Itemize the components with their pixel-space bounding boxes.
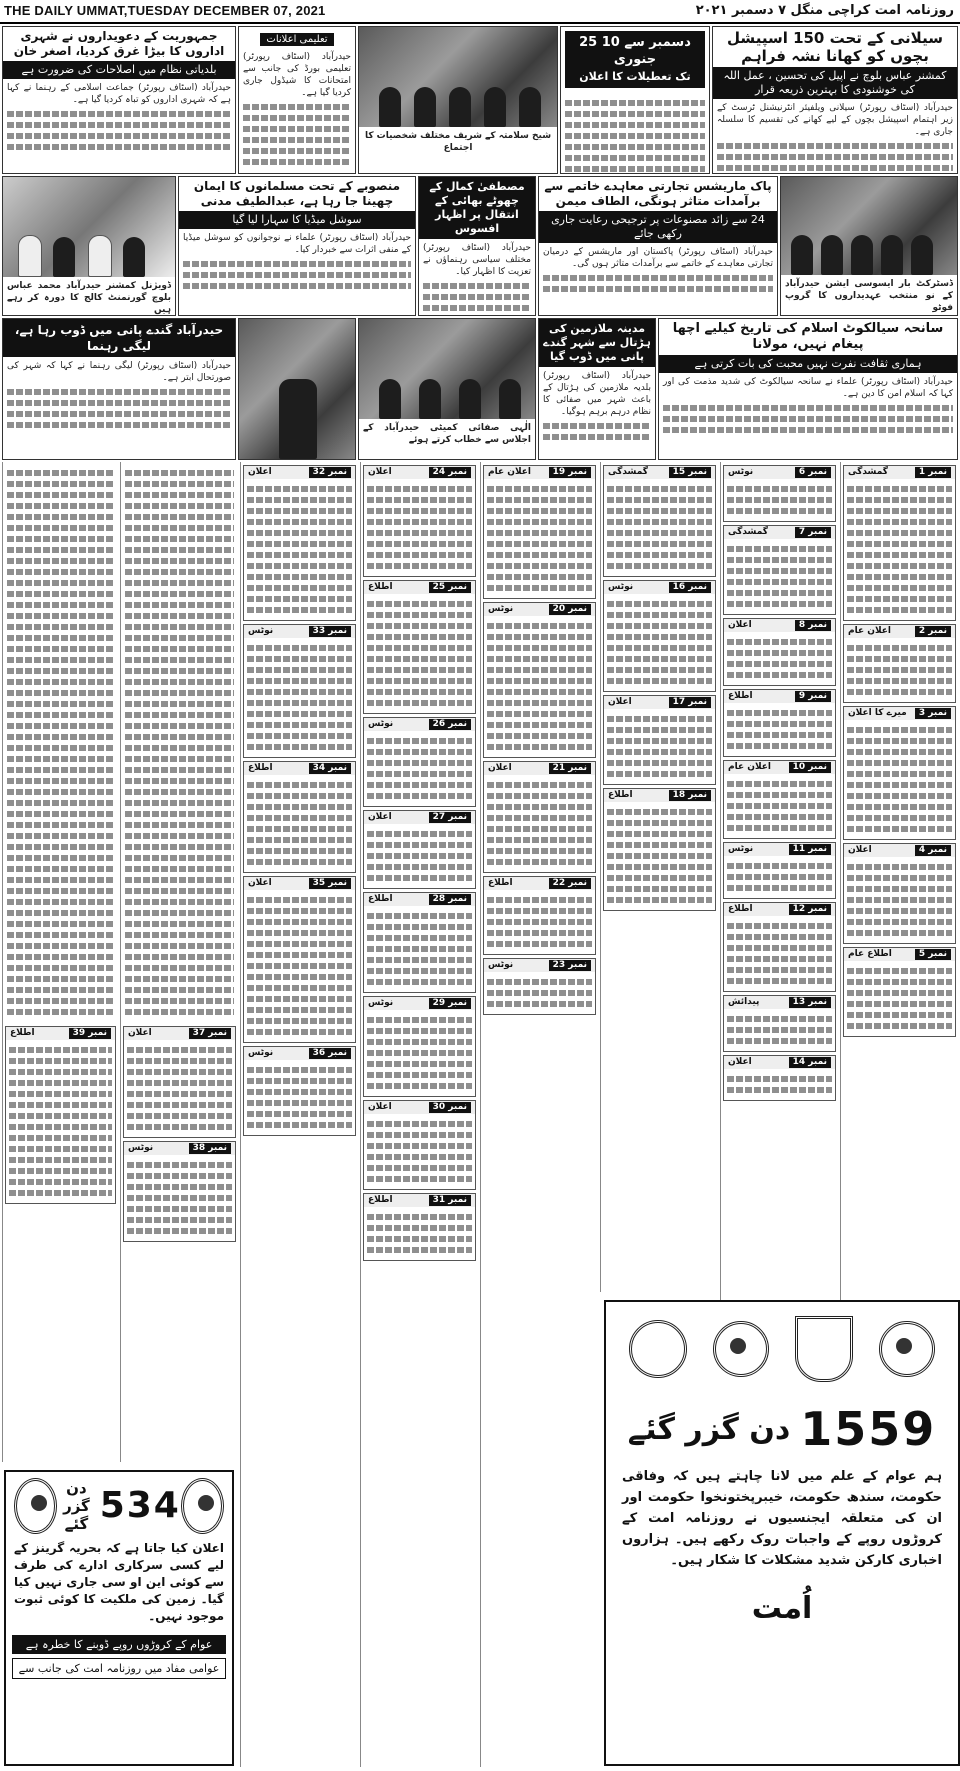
headline: منصوبے کے تحت مسلمانوں کا ایمان چھینا جا رہا ہے، عبدالطیف مدنی xyxy=(179,177,415,211)
notice: نمبر 32 اعلان xyxy=(243,465,356,621)
gathering-photo xyxy=(359,27,557,127)
ad-body: ہم عوام کے علم میں لانا چاہتے ہیں کہ وفاقی حکومت، سندھ حکومت، خیبرپختونخوا حکومت اور ان کی متعلقہ ایجنسیوں نے روزنامہ امت کے کروڑوں روپے کے واجبات روک رکھے ہیں۔ ہزاروں اخباری کارکن شدید مشکلات کا شکار ہیں۔ xyxy=(622,1469,942,1568)
notice-col-4 xyxy=(480,462,598,1767)
cleaning-committee-story xyxy=(358,318,536,460)
seal-emblem-left xyxy=(181,1478,224,1534)
politician-photo xyxy=(239,319,355,459)
ad-footer: اُمت xyxy=(751,1591,813,1626)
headline: حیدرآباد گندے پانی میں ڈوب رہا ہے، لیگی رہنما xyxy=(3,319,235,357)
story-body: حیدرآباد (اسٹاف رپورٹر) سیلانی ویلفیئر انٹرنیشنل ٹرسٹ کے زیر اہتمام اسپیشل بچوں کے لیے کھانے کی تقسیم کا سلسلہ جاری ہے۔ xyxy=(713,99,957,174)
notice: نمبر 23 نوٹس xyxy=(483,958,596,1015)
story-body xyxy=(121,462,238,1023)
ad-1559-days xyxy=(604,1300,960,1766)
seal-emblem-1 xyxy=(879,1321,935,1377)
headline: پاک ماریشس تجارتی معاہدے خاتمے سے برآمدات متاثر ہونگی، الطاف میمن xyxy=(539,177,777,211)
notice: نمبر 11 نوٹس xyxy=(723,842,836,899)
meeting-photo xyxy=(359,319,535,419)
notice: نمبر 10 اعلان عام xyxy=(723,760,836,839)
government-emblem xyxy=(795,1316,853,1382)
ad-footer: عوامی مفاد میں روزنامہ امت کی جانب سے xyxy=(12,1658,226,1679)
trade-story xyxy=(538,176,778,316)
notice-col-7 xyxy=(120,462,238,1462)
building-emblem xyxy=(629,1320,687,1378)
story-body: حیدرآباد (اسٹاف رپورٹر) جماعت اسلامی کے رہنما نے کہا ہے کہ شہری اداروں کو تباہ کردیا گیا ہے۔ xyxy=(3,79,235,158)
caption: ڈویژنل کمشنر حیدرآباد محمد عباس بلوچ گورنمنٹ کالج کا دورہ کر رہے ہیں xyxy=(7,281,171,315)
count-suffix: دن گزر گئے xyxy=(627,1411,791,1447)
notice: نمبر 33 نوٹس xyxy=(243,624,356,758)
masthead xyxy=(0,0,960,24)
islamic-gathering-story xyxy=(358,26,558,174)
notice: نمبر 37 اعلان xyxy=(123,1026,236,1138)
day-counter xyxy=(57,1479,181,1533)
headline: سانحہ سیالکوٹ اسلام کی تاریخ کیلیے اچھا پیغام نہیں، مولانا xyxy=(659,319,957,355)
notice: نمبر 20 نوٹس xyxy=(483,602,596,758)
notice: نمبر 35 اعلان xyxy=(243,876,356,1043)
seal-emblem-2 xyxy=(713,1321,769,1377)
drain-story xyxy=(2,318,236,460)
count-number: 1559 xyxy=(800,1402,937,1456)
notice: نمبر 3 میرے کا اعلان xyxy=(843,706,956,840)
notice: نمبر 30 اعلان xyxy=(363,1100,476,1190)
notice: نمبر 5 اطلاع عام xyxy=(843,947,956,1037)
subhead: 24 سے زائد مصنوعات پر ترجیحی رعایت جاری رکھی جائے xyxy=(539,211,777,243)
story-body: حیدرآباد (اسٹاف رپورٹر) علماء نے نوجوانوں کو سوشل میڈیا کے منفی اثرات سے خبردار کیا۔ xyxy=(179,229,415,297)
notice: نمبر 16 نوٹس xyxy=(603,580,716,692)
day-counter xyxy=(606,1402,958,1456)
notice: نمبر 29 نوٹس xyxy=(363,996,476,1097)
group-photo xyxy=(781,177,957,275)
story-body xyxy=(561,92,709,174)
notice: نمبر 14 اعلان xyxy=(723,1055,836,1101)
subhead: ہماری ثقافت نفرت نہیں محبت کی بات کرتی ہے xyxy=(659,355,957,373)
seal-emblem-right xyxy=(14,1478,57,1534)
story-body: حیدرآباد (اسٹاف رپورٹر) پاکستان اور ماریشس کے درمیان تجارتی معاہدے کے خاتمے سے برآمدات متاثر ہوں گی۔ xyxy=(539,243,777,300)
notice: نمبر 4 اعلان xyxy=(843,843,956,944)
caption: شیخ سلامتہ کے شریف مختلف شخصیات کا اجتماع xyxy=(364,131,552,153)
story-body: حیدرآباد (اسٹاف رپورٹر) بلدیہ ملازمین کی ہڑتال کے باعث شہر میں صفائی کا نظام درہم برہم ہوگیا۔ xyxy=(539,367,655,448)
notice: نمبر 36 نوٹس xyxy=(243,1046,356,1136)
notice: نمبر 18 اطلاع xyxy=(603,788,716,911)
notice: نمبر 26 نوٹس xyxy=(363,717,476,807)
notice: نمبر 2 اعلان عام xyxy=(843,624,956,703)
story-body: حیدرآباد (اسٹاف رپورٹر) لیگی رہنما نے کہا کہ شہر کی صورتحال ابتر ہے۔ xyxy=(3,357,235,436)
democracy-story xyxy=(2,26,236,174)
sialkot-story xyxy=(658,318,958,460)
notice: نمبر 13 پیدائش xyxy=(723,995,836,1052)
notice: نمبر 1 گمشدگی xyxy=(843,465,956,621)
notice: نمبر 31 اطلاع xyxy=(363,1193,476,1261)
notice: نمبر 19 اعلان عام xyxy=(483,465,596,599)
story-body xyxy=(3,462,118,1023)
holiday-box xyxy=(565,31,705,88)
subhead: بلدیاتی نظام میں اصلاحات کی ضرورت ہے xyxy=(3,61,235,79)
education-tag: تعلیمی اعلانات xyxy=(260,33,333,46)
condolence-story xyxy=(418,176,536,316)
notice: نمبر 15 گمشدگی xyxy=(603,465,716,577)
masthead-urdu: روزنامہ امت کراچی منگل ۷ دسمبر ۲۰۲۱ xyxy=(695,3,954,18)
holiday-line2: تک تعطیلات کا اعلان xyxy=(579,70,691,83)
social-media-story xyxy=(178,176,416,316)
headline: جمہوریت کے دعویداروں نے شہری اداروں کا بیڑا غرق کردیا، اصغر خان xyxy=(3,27,235,61)
notice: نمبر 28 اطلاع xyxy=(363,892,476,993)
masthead-english: THE DAILY UMMAT,TUESDAY DECEMBER 07, 2021 xyxy=(4,3,326,18)
bar-association-story xyxy=(780,176,958,316)
ad-body: اعلان کیا جاتا ہے کہ بحریہ گرینز کے لیے کسی سرکاری ادارے کی طرف سے کوئی این او سی جاری نہیں کیا گیا۔ زمین کی ملکیت کا کوئی ثبوت موجود نہیں۔ xyxy=(14,1541,224,1623)
headline: مدینہ ملازمین کی ہڑتال سے شہر گندے پانی میں ڈوب گیا xyxy=(539,319,655,367)
story-body: حیدرآباد (اسٹاف رپورٹر) علماء نے سانحہ سیالکوٹ کی شدید مذمت کی اور کہا کہ اسلام امن کا دین ہے۔ xyxy=(659,373,957,441)
notice-col-3 xyxy=(600,462,718,1292)
ad-534-days xyxy=(4,1470,234,1766)
notice: نمبر 34 اطلاع xyxy=(243,761,356,873)
headline: مصطفیٰ کمال کے چھوٹے بھائی کے انتقال پر اظہار افسوس xyxy=(419,177,535,239)
politician-photo-story xyxy=(238,318,356,460)
notice: نمبر 9 اطلاع xyxy=(723,689,836,757)
headline: سیلانی کے تحت 150 اسپیشل بچوں کو کھانا نشہ فراہم xyxy=(713,27,957,67)
notice: نمبر 12 اطلاع xyxy=(723,902,836,992)
story-body: حیدرآباد (اسٹاف رپورٹر) تعلیمی بورڈ کی جانب سے امتحانات کا شیڈول جاری کردیا گیا ہے۔ xyxy=(239,48,355,173)
story-body: حیدرآباد (اسٹاف رپورٹر) مختلف سیاسی رہنماؤں نے تعزیت کا اظہار کیا۔ xyxy=(419,239,535,316)
notice: نمبر 27 اعلان xyxy=(363,810,476,889)
subhead: سوشل میڈیا کا سہارا لیا گیا xyxy=(179,211,415,229)
notice: نمبر 6 نوٹس xyxy=(723,465,836,522)
strike-story xyxy=(538,318,656,460)
notice: نمبر 21 اعلان xyxy=(483,761,596,873)
notice: نمبر 24 اعلان xyxy=(363,465,476,577)
notice: نمبر 39 اطلاع xyxy=(5,1026,116,1204)
notice: نمبر 7 گمشدگی xyxy=(723,525,836,615)
flood-story xyxy=(712,26,958,174)
count-suffix: دن گزر گئے xyxy=(63,1479,90,1533)
notice: نمبر 8 اعلان xyxy=(723,618,836,686)
notice: نمبر 22 اطلاع xyxy=(483,876,596,955)
education-story xyxy=(238,26,356,174)
date-story xyxy=(560,26,710,174)
warning-bar: عوام کے کروڑوں روپے ڈوبنے کا خطرہ ہے xyxy=(12,1635,226,1654)
notice-col-5 xyxy=(360,462,478,1767)
college-photo xyxy=(3,177,175,277)
subhead: کمشنر عباس بلوچ نے اپیل کی تحسین ، عمل اللہ کی خوشنودی کا بہترین ذریعہ قرار xyxy=(713,67,957,99)
caption: ڈسٹرکٹ بار ایسوسی ایشن حیدرآباد کے نو منتخب عہدیداروں کا گروپ فوٹو xyxy=(785,279,953,313)
notice-col-6 xyxy=(240,462,358,1767)
holiday-line1: 25 دسمبر سے 10 جنوری xyxy=(579,35,691,67)
notice: نمبر 25 اطلاع xyxy=(363,580,476,714)
notice-col-8 xyxy=(2,462,118,1462)
notice: نمبر 17 اعلان xyxy=(603,695,716,785)
caption: الٰہی صفائی کمیٹی حیدرآباد کے اجلاس سے خطاب کرتے ہوئے xyxy=(363,423,531,445)
count-number: 534 xyxy=(99,1485,181,1526)
notice: نمبر 38 نوٹس xyxy=(123,1141,236,1242)
college-visit-story xyxy=(2,176,176,316)
